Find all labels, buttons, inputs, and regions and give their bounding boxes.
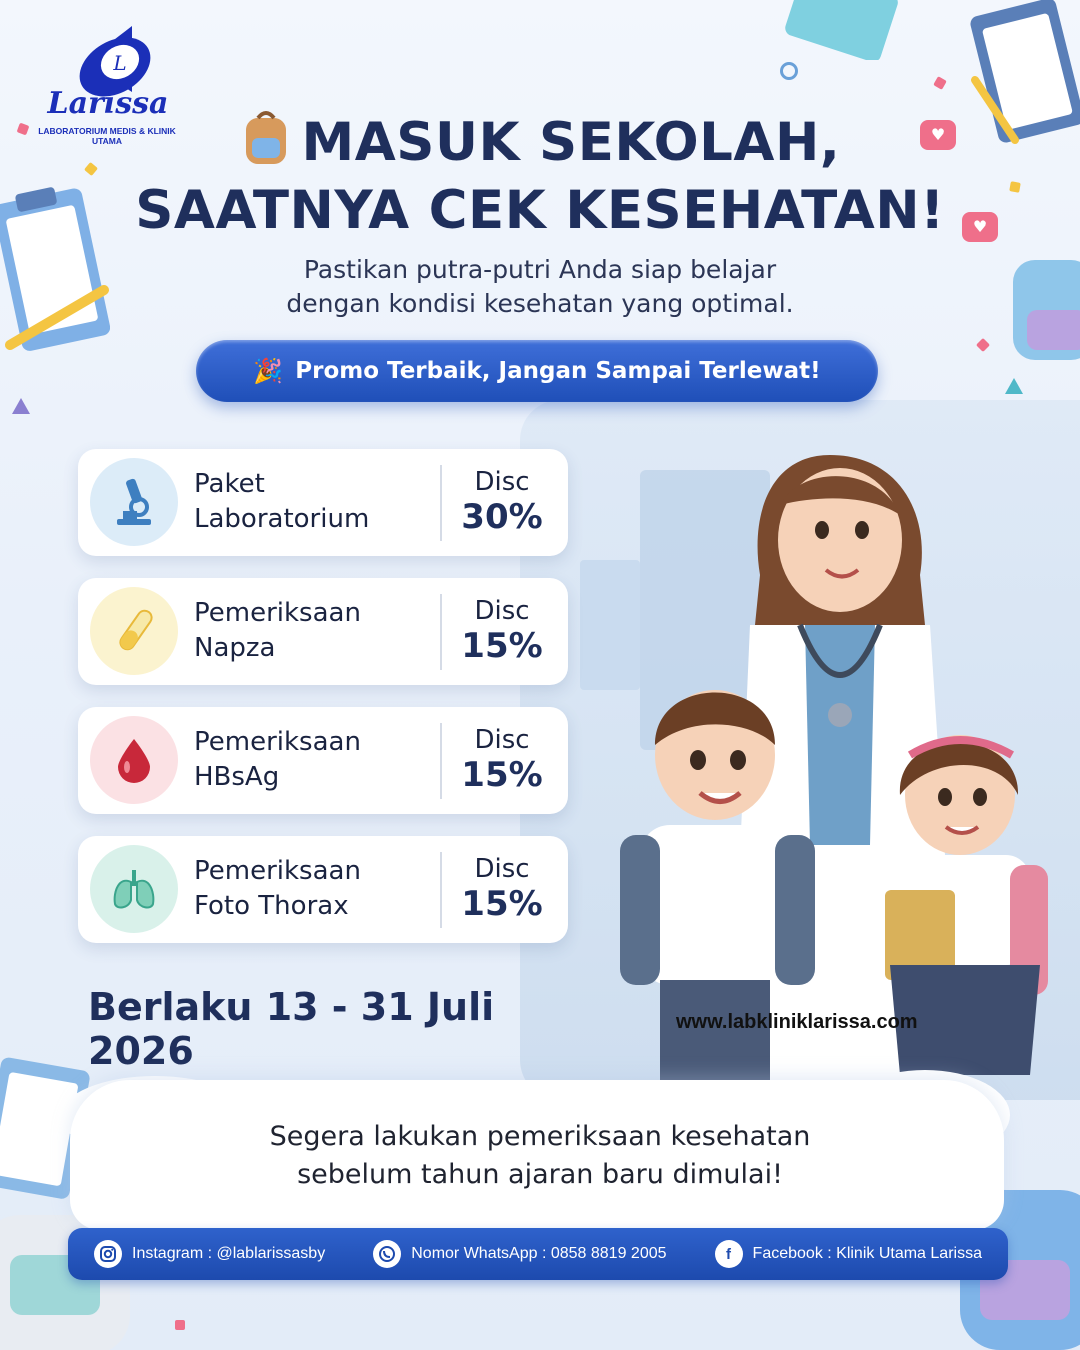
package-title-line-1: Pemeriksaan <box>194 856 361 886</box>
confetti-piece <box>976 338 990 352</box>
promo-banner <box>196 340 878 402</box>
validity-period: Berlaku 13 - 31 Juli 2026 <box>88 985 495 1073</box>
promo-label: Promo Terbaik, Jangan Sampai Terlewat! <box>295 358 821 384</box>
notebook-decoration <box>780 0 900 60</box>
package-title-line-2: Foto Thorax <box>194 891 349 921</box>
package-title <box>194 596 434 666</box>
blood-drop-icon <box>90 716 178 804</box>
disc-label: Disc <box>474 596 530 626</box>
confetti-piece <box>17 123 30 136</box>
card-divider <box>440 465 442 541</box>
card-divider <box>440 723 442 799</box>
package-title-line-1: Pemeriksaan <box>194 598 361 628</box>
contact-bar <box>68 1228 1008 1280</box>
package-title-line-1: Paket <box>194 469 265 499</box>
package-title-line-2: Laboratorium <box>194 504 370 534</box>
disc-label: Disc <box>474 467 530 497</box>
cta-line-1: Segera lakukan pemeriksaan kesehatan <box>269 1121 811 1152</box>
discount-value: 15% <box>461 626 543 666</box>
package-title-line-1: Pemeriksaan <box>194 727 361 757</box>
discount-value: 30% <box>461 497 543 537</box>
disc-label: Disc <box>474 854 530 884</box>
logo-wordmark: Larissa <box>47 86 169 121</box>
subtitle <box>140 253 940 321</box>
package-card-hbsag[interactable] <box>78 707 568 814</box>
cta-line-2: sebelum tahun ajaran baru dimulai! <box>297 1159 783 1190</box>
heart-icon: ♥ <box>920 120 956 150</box>
cta-text <box>130 1118 950 1194</box>
instagram-contact[interactable] <box>94 1240 325 1268</box>
package-title <box>194 725 434 795</box>
lungs-icon <box>90 845 178 933</box>
title-line-2: SAATNYA CEK KESEHATAN! <box>135 180 945 241</box>
title-line-1-text: MASUK SEKOLAH, <box>301 112 841 173</box>
triangle-decoration <box>1005 378 1023 394</box>
triangle-decoration <box>12 398 30 414</box>
facebook-label: Facebook : Klinik Utama Larissa <box>752 1245 982 1262</box>
package-title <box>194 467 434 537</box>
circle-decoration <box>780 62 798 80</box>
instagram-label: Instagram : @lablarissasby <box>132 1245 326 1262</box>
subtitle-line-1: Pastikan putra-putri Anda siap belajar <box>303 255 777 284</box>
logo-subtitle: LABORATORIUM MEDIS & KLINIK UTAMA <box>38 126 176 146</box>
facebook-icon: f <box>715 1240 743 1268</box>
backpack-icon <box>240 108 292 166</box>
package-card-napza[interactable] <box>78 578 568 685</box>
package-title-line-2: HBsAg <box>194 762 280 792</box>
whatsapp-contact[interactable] <box>373 1240 666 1268</box>
page-title <box>90 108 990 245</box>
website-link[interactable]: www.labkliniklarissa.com <box>676 1011 918 1033</box>
package-card-laboratorium[interactable] <box>78 449 568 556</box>
confetti-piece <box>175 1320 185 1330</box>
package-card-foto-thorax[interactable] <box>78 836 568 943</box>
confetti-piece <box>1009 181 1021 193</box>
facebook-contact[interactable] <box>715 1240 982 1268</box>
disc-label: Disc <box>474 725 530 755</box>
doctor-children-illustration <box>600 425 1070 1105</box>
discount-value: 15% <box>461 884 543 924</box>
package-title <box>194 854 434 924</box>
subtitle-line-2: dengan kondisi kesehatan yang optimal. <box>286 289 794 318</box>
discount-value: 15% <box>461 755 543 795</box>
heart-icon: ♥ <box>962 212 998 242</box>
confetti-piece <box>933 76 947 90</box>
logo-mark: L <box>113 51 127 75</box>
title-line-1 <box>90 108 990 177</box>
microscope-icon <box>90 458 178 546</box>
whatsapp-label: Nomor WhatsApp : 0858 8819 2005 <box>411 1245 667 1262</box>
package-title-line-2: Napza <box>194 633 276 663</box>
party-popper-icon: 🎉 <box>253 357 284 385</box>
instagram-icon <box>94 1240 122 1268</box>
backpack-decoration-right <box>1005 240 1080 370</box>
whatsapp-icon <box>373 1240 401 1268</box>
test-tube-icon <box>90 587 178 675</box>
card-divider <box>440 594 442 670</box>
card-divider <box>440 852 442 928</box>
